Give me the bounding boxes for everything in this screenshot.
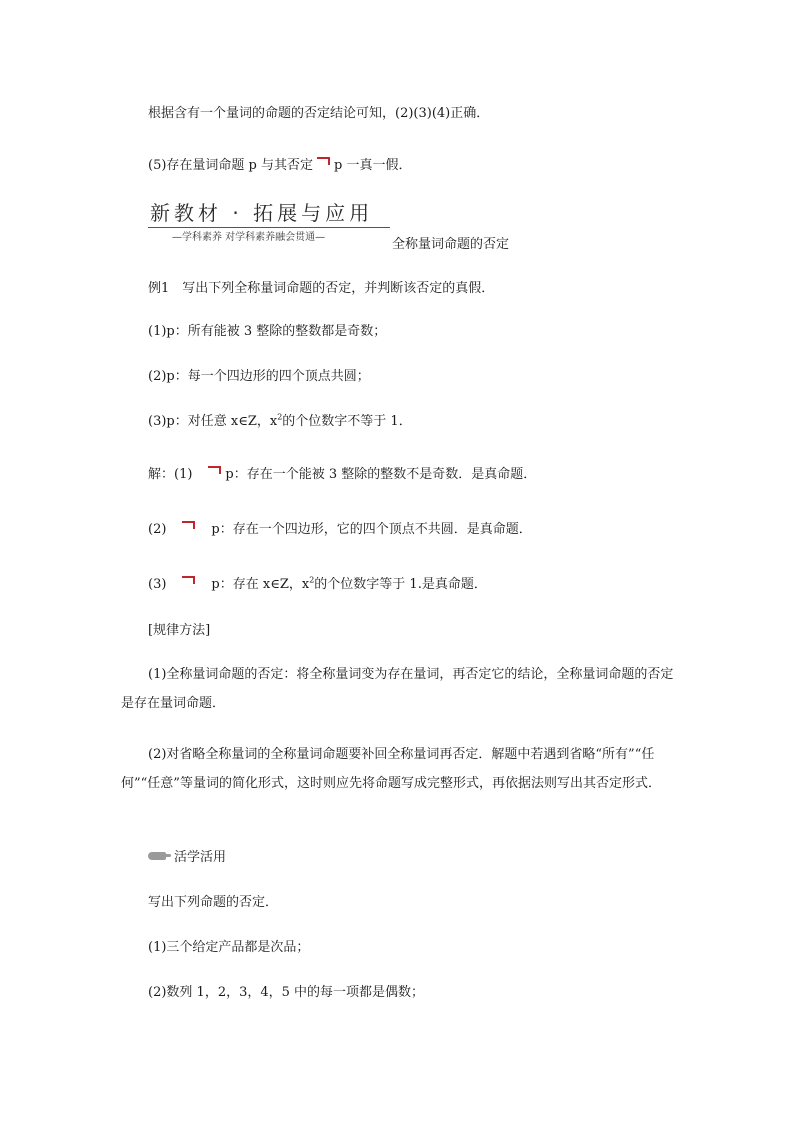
practice-item-1: (1)三个给定产品都是次品；: [148, 940, 310, 955]
pointing-hand-icon: [148, 852, 166, 860]
practice-label: [148, 849, 226, 867]
example-item-1: (1)p：所有能被 3 整除的整数都是奇数；: [148, 324, 387, 339]
banner-divider: [148, 227, 390, 228]
conclusion-text: 根据含有一个量词的命题的否定结论可知，(2)(3)(4)正确．: [148, 106, 490, 121]
superscript-2: 2: [277, 412, 283, 422]
negation-symbol-icon: [317, 157, 330, 165]
negation-property-line: [148, 157, 411, 175]
method-paragraph-2: (2)对省略全称量词的全称量词命题要补回全称量词再否定．解题中若遇到省略“所有”“任何”“任意”等量词的简化形式，这时则应先将命题写成完整形式，再依据法则写出其否定形式．: [121, 747, 661, 791]
practice-item-2: (2)数列 1，2，3，4，5 中的每一项都是偶数；: [148, 985, 425, 1000]
negation-symbol-icon: [182, 521, 195, 529]
solution-2-prefix: (2): [148, 522, 167, 537]
section-title: 全称量词命题的否定: [392, 237, 510, 252]
banner-title: 新教材 · 拓展与应用: [150, 201, 374, 225]
example-item-2: (2)p：每一个四边形的四个顶点共圆；: [148, 369, 370, 384]
conclusion-line: [148, 105, 489, 123]
superscript-2: 2: [309, 575, 315, 585]
negation-symbol-icon: [182, 576, 195, 584]
practice-label-text: 活学活用: [174, 850, 227, 865]
solution-1-body: p：存在一个能被 3 整除的整数不是奇数．是真命题．: [225, 467, 537, 482]
solution-1-prefix: 解：(1): [148, 467, 193, 482]
negation-symbol-icon: [208, 466, 221, 474]
example-heading: 例1 写出下列全称量词命题的否定，并判断该否定的真假．: [148, 281, 495, 296]
example-item-3: (3)p：对任意 x∈Z，$x^2$的个位数字不等于 1．: [148, 412, 412, 429]
solution-1: [148, 466, 536, 484]
solution-2-body: p：存在一个四边形，它的四个顶点不共圆．是真命题．: [211, 522, 532, 537]
banner-subtitle: —学科素养 对学科素养融会贯通—: [172, 232, 326, 243]
practice-intro: 写出下列命题的否定．: [148, 895, 279, 910]
solution-3-prefix: (3): [148, 577, 167, 592]
negation-property-text-a: (5)存在量词命题 p 与其否定: [148, 158, 314, 173]
solution-3: (3) p：存在 x∈Z，$x^2$的个位数字等于 1.是真命题．: [148, 575, 487, 592]
method-paragraph-1: (1)全称量词命题的否定：将全称量词变为存在量词，再否定它的结论，全称量词命题的否定是存在量词命题．: [121, 667, 674, 711]
solution-2: [148, 521, 532, 539]
negation-property-text-b: p 一真一假．: [334, 158, 412, 173]
method-heading: [规律方法]: [148, 623, 211, 638]
